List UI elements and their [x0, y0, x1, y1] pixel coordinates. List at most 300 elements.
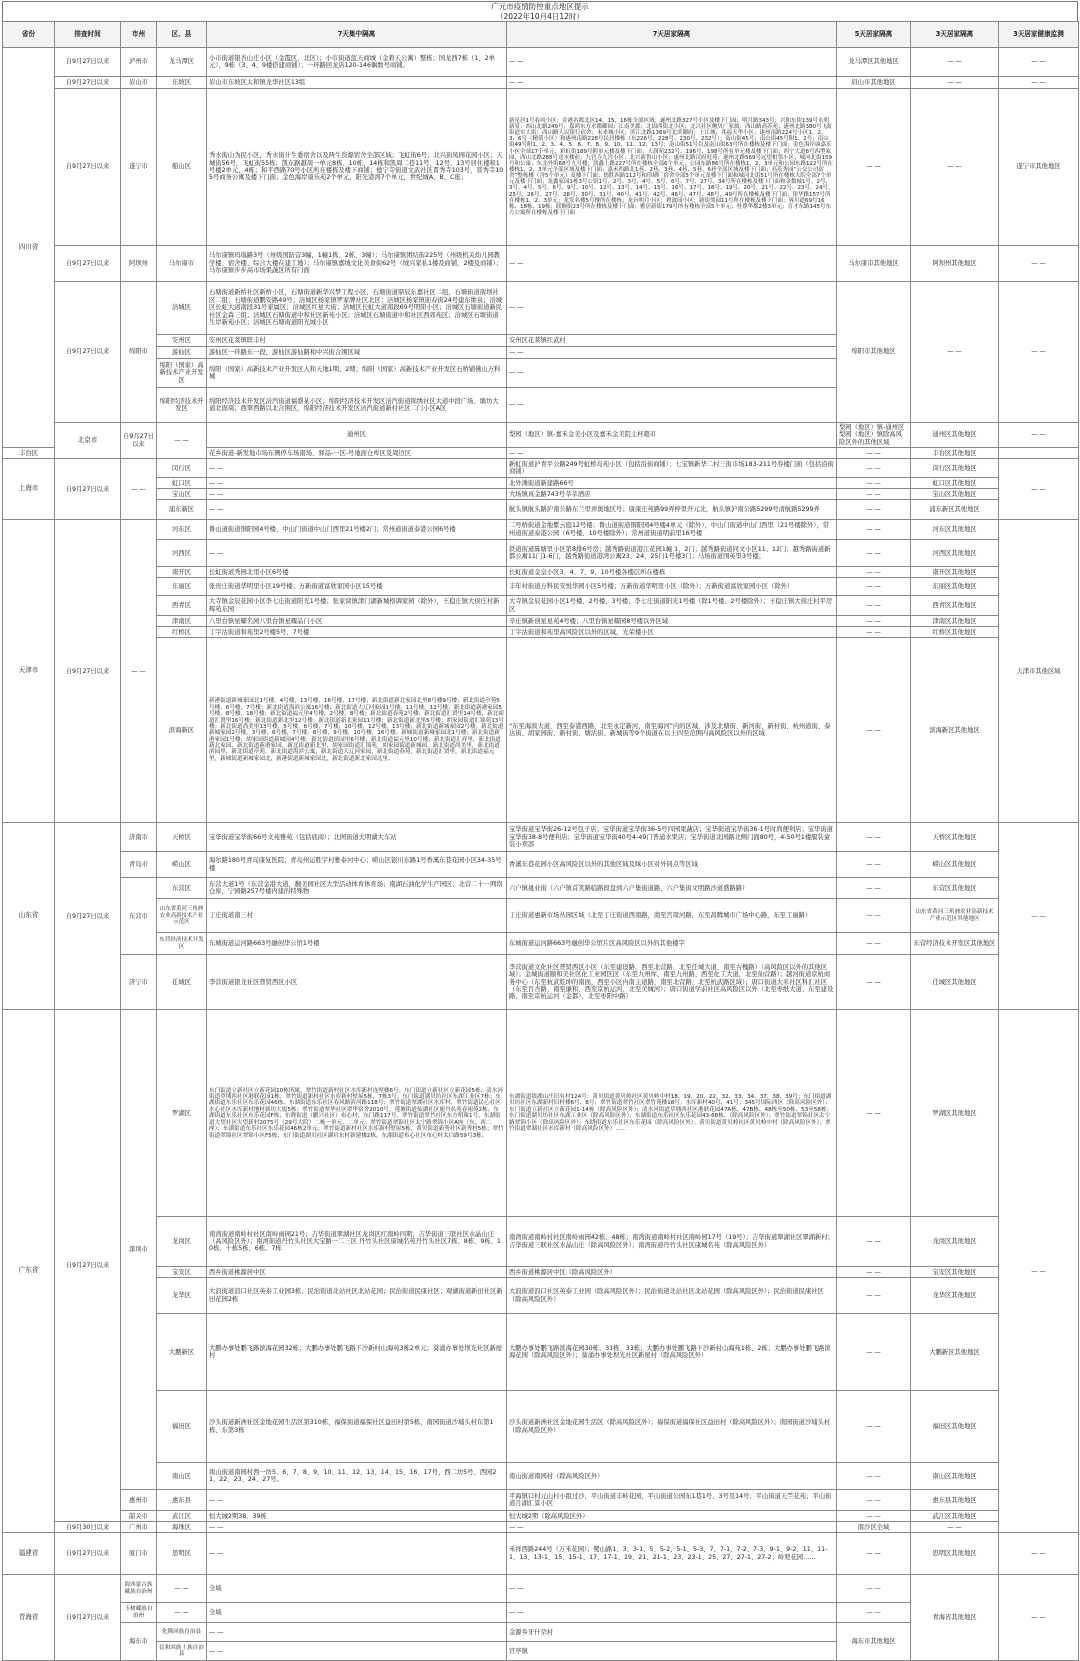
- central-cell: 新港街道新城家园北1号楼，4号楼，13号楼，16号楼，17号楼；新北街道新北家园北里8号楼9号楼；新北街道亭苑5号楼，6号楼，7号楼；新北街道海滨公寓16号楼；新北街道大辽河家园1号楼，11号楼，12号楼；新北街道新港家园5号楼，8号楼，18号楼；新北街道福元里4号楼，2号楼，8号楼；新北街道春苑2号楼；新北街道汇贤里14号楼，新北街道汇贤里16号楼；新北街道新北里12号楼；新北街道新北家园11号楼；新北街道新北里5号楼；胡家园街道汇锦苑13号楼；新北街道尚美里13号楼，5号楼，6号楼，7号楼，10号楼，12号楼，13号楼；新北街道新城家园2号楼；新北街道新城家园2号楼，3号楼，6号楼，7号楼，8号楼，9号楼，10号楼，16号楼；新城街道新城家园北1号楼；新北街道新港家园1号楼；胡家园街道新城园4号楼；新北街道滨园里6号楼；新北街道福元里10号楼；新北街道汇祥里，新北街道新北家园，新北街道新港家园，新北街道新北里，胡家园街道汇锦苑，胡家园街道新城园，新北街道尚美里，新北街道滨园里，新北街道亭苑，新北街道海滨公寓，新北街道大辽河家园，新北街道春苑，新北街道汇贤里，新北街道福元里，新城街道新城家园北，新港街道新城家园北，新北街道新北家园北里。: [207, 638, 507, 823]
- time-cell: 自9月27日以来: [55, 1533, 121, 1575]
- county-cell: 丰台区: [3, 448, 55, 459]
- home3-cell: — —: [911, 282, 999, 423]
- home5-cell: — —: [837, 540, 911, 567]
- header-5day-home: 5天居家隔离: [837, 22, 911, 48]
- central-cell: 全域: [207, 1575, 507, 1603]
- county-cell: 闵行区: [157, 459, 207, 478]
- county-cell: 宝安区: [157, 1267, 207, 1278]
- county-cell: 大鹏新区: [157, 1314, 207, 1391]
- monitor-cell: — —: [999, 48, 1079, 77]
- header-county: 区、县: [157, 22, 207, 48]
- monitor-cell: — —: [999, 282, 1079, 423]
- home3-cell: 宝安区其他地区: [911, 1267, 999, 1278]
- monitor-cell: — —: [999, 459, 1079, 520]
- home3-cell: — —: [911, 77, 999, 89]
- table-row: [3, 567, 1079, 578]
- table-row: [3, 478, 1079, 489]
- home7-cell: 丰年村街道万科民安悦华园小区5号楼；万新街道华明里小区（除外）；万新街道富欣家园小区（除外）: [507, 578, 837, 596]
- city-cell: 遂宁市: [121, 89, 157, 246]
- home5-cell: — —: [837, 1278, 911, 1314]
- table-row: [3, 77, 1079, 89]
- home7-cell: 新星居1号春风小区；金港名都北区14、15、16栋全部区域；遂州北路327号小区及楼下门面；明月路343号；兴和东街139号永明新景；西山北路249号；嘉鸿东方水都御园；江南美郡；北固西街北小区；北兴社区鲍贝厂家属；西山路高苏苑；遂州北路380号飞虹街道实大街；西山路人民银行宿舍；未来城小区；滨江北路1369号北滨御府；上江城；兆福天华小区；遂州南路224号小区1、2、3、6号（精倩小区）和遂州南路228号民居楼栋（东226号、228号、230号、232号）；南山街45号；南山街45号附1、2号；南山街49号附1、2、3、4、5、6、7、8、9、10、11、12、13号；南山街51号以及南山街63号所在楼栋及楼下门面；金色海岸康嘉乐小区全部17个单元；彩虹街189号附单元楼及楼下门面；天润苑232号、196号、198号所有单元楼及楼下门面；西宁大道8号西型家园；西山北路288号送水楼前；九宫寺九宫小区；北兴新鲁山小区；遂州北路汉府庭苑；遂州北路569号远望相邻小区；城河北街159号和公寓；东北外街68号九号楼；凯鑫上路227号所在楼栋全部6个单元；公园东路86号所在楼栋1、2、3单元和公园东路122号所在楼栋1、2、3单元全部区域及楼下门面；嘉禾西路北1巷、2巷、3巷、4巷、5巷、6巷全部区域及楼下门面；高乐秀园“公交公司宿舍”整栋楼（含5个单元）及楼下门面；德胜西路112号和印刷厂宿舍全部5个单元及楼下门面和城河北街51号所在楼栋大院全部7个单元及楼下门面；龙鑫家园1栋3号公馆1号、2号、3号、4号、5号、6号、7号、27号、34号所在楼栋及楼下门面和金数城1号、2号、3号、4号、5号、6号、9号、10号、12号、13号、14号、15号、16号、17号、18号、19号、20号、21号、22号、23号、24号、25号、26号、27号、28号、30号、31号、40号、41号、42号、46号、47号、48号、49号所在楼栋及楼下门面；银华路157号所在楼栋1、2、3单元；龙发名楼5号楼所在楼栋；龙台明月小区；碧波园小区；新街邻园11号所在楼栋及楼下门面；蓉川道69号16栋、18栋、19栋；联顺街23号所在楼栋及楼下门面；雅居新街179号所有楼栋全部5个单元；登尊华都2楼3单元；育才东路145号东方公寓所在楼栋及楼下门面: [507, 89, 837, 246]
- home5-cell: — —: [837, 1391, 911, 1463]
- home5-cell: 马尔康市其他地区: [837, 246, 911, 282]
- city-cell: 济宁市: [121, 955, 157, 1010]
- table-row: [3, 540, 1079, 567]
- home5-cell: — —: [837, 578, 911, 596]
- city-cell: 海西蒙古族藏族自治州: [121, 1575, 157, 1603]
- city-cell: — —: [121, 520, 157, 823]
- home5-cell: — —: [837, 596, 911, 616]
- central-cell: 宝华街道宝华街66号文苑雅苑（包括底商）；北园街道大明湖大车站: [207, 823, 507, 852]
- home5-cell: — —: [837, 878, 911, 899]
- home3-cell: 龙岗区其他地区: [911, 1217, 999, 1267]
- city-cell: 惠州市: [121, 1490, 157, 1511]
- home5-cell: — —: [837, 448, 911, 459]
- home5-cell: — —: [837, 1603, 911, 1623]
- home5-cell: — —: [837, 616, 911, 627]
- city-cell: 玉树藏族自治州: [121, 1603, 157, 1623]
- home7-cell: 香溪东巷花园小区高风险区以外的其他区域及咪小区对外同点等区域: [507, 852, 837, 878]
- home5-cell: — —: [837, 1533, 911, 1575]
- table-row: [3, 1522, 1079, 1533]
- home5-cell: — —: [837, 89, 911, 246]
- county-cell: 任城区: [157, 955, 207, 1010]
- home7-cell: 南湾街道南岭村社区南岭雨园42栋、48栋；南湾街道南岭村社区南岭园17号（19号）；吉华街道翠湖社区翠湖新村；吉华街道三联社区水晶山庄（除高风险区外）；南湾街道丹竹头社区康城名苑（除高风险区外）: [507, 1217, 837, 1267]
- home5-cell: — —: [837, 933, 911, 955]
- header-7day-home: 7天居家隔离: [507, 22, 837, 48]
- home7-cell: 恒大城2期（除高风险区外）: [507, 1511, 837, 1522]
- time-cell: 自9月27日以来: [55, 77, 121, 89]
- county-cell: 龙岗区: [157, 1217, 207, 1267]
- central-cell: 东城街道运河路663号融创华公馆1号楼: [207, 933, 507, 955]
- home3-cell: — —: [999, 423, 1079, 448]
- monitor-cell: — —: [999, 1533, 1079, 1575]
- home7-cell: 铁道街道陈塘里小区第8排6号房；越秀路街道港江花园1幢 1，2门；越秀路街道同文小区11、12门；越秀路街道新都公寓11门1-6门，越秀路街道港湾公寓23、24、25门1号楼3门；马场街道国英里3号楼；: [507, 540, 837, 567]
- home3-cell: 惠东县其他地区: [911, 1490, 999, 1511]
- central-cell: 大鹏办事处鹏飞路滨海花园32栋；大鹏办事处鹏飞路下沙新村山海苑3栋2单元；葵涌办事处坝光社区新屋村: [207, 1314, 507, 1391]
- home5-cell: — —: [837, 567, 911, 578]
- county-cell: 武江区: [157, 1511, 207, 1522]
- table-row: [3, 1575, 1079, 1603]
- home5-cell: — —: [837, 1463, 911, 1490]
- table-row: [3, 955, 1079, 1010]
- county-cell: 东坡区: [157, 77, 207, 89]
- home3-cell: 青海省其他地区: [911, 1575, 999, 1661]
- county-cell: 龙马潭区: [157, 48, 207, 77]
- table-row: [3, 616, 1079, 627]
- province-cell: 四川省: [3, 48, 55, 448]
- home7-cell: — —: [507, 282, 837, 335]
- home5-cell: 海东市其他地区: [837, 1623, 911, 1661]
- home5-cell: — —: [837, 1217, 911, 1267]
- header-time: 排查时间: [55, 22, 121, 48]
- monitor-cell: — —: [999, 823, 1079, 1010]
- county-cell: — —: [157, 1603, 207, 1623]
- home3-cell: 山东省黄河三角洲农业高新技术产业示范区其他地区: [911, 899, 999, 933]
- central-cell: 丁字沽街道和苑里2号楼5号、7号楼: [207, 627, 507, 638]
- province-cell: 上海市: [3, 459, 55, 520]
- home3-cell: 河西区其他地区: [911, 540, 999, 567]
- home7-cell: 大寺镇金辰花园小区1号楼、2号楼、3号楼；李七庄街道阳光1号楼（除1号楼、2号楼除外）；王稳庄镇大侯庄村平房区: [507, 596, 837, 616]
- home5-cell: — —: [837, 500, 911, 520]
- county-cell: 马尔康市: [157, 246, 207, 282]
- home3-cell: 虹口区其他地区: [911, 478, 999, 489]
- county-cell: 东丽区: [157, 578, 207, 596]
- county-cell: 滨海新区: [157, 638, 207, 823]
- province-cell: 福建省: [3, 1533, 55, 1575]
- home3-cell: 津南区其他地区: [911, 616, 999, 627]
- home3-cell: 南山区其他地区: [911, 1463, 999, 1490]
- header-7day-central: 7天集中隔离: [207, 22, 507, 48]
- home3-cell: 阿坝州其他地区: [911, 246, 999, 282]
- central-cell: — —: [207, 540, 507, 567]
- county-cell: 山东省黄河三角洲农业高新技术产业示范区: [157, 899, 207, 933]
- home3-cell: — —: [911, 89, 999, 246]
- central-cell: 全域: [207, 1603, 507, 1623]
- time-cell: 自9月27日以来: [55, 282, 121, 423]
- home3-cell: 福田区其他地区: [911, 1391, 999, 1463]
- table-row: [3, 1314, 1079, 1391]
- county-cell: 天桥区: [157, 823, 207, 852]
- central-cell: 张贵庄街道华明里小区19号楼；万新街道富欣家园小区15号楼: [207, 578, 507, 596]
- table-row: [3, 489, 1079, 500]
- table-row: [3, 1391, 1079, 1463]
- home7-cell: — —: [507, 246, 837, 282]
- home5-cell: 绵阳市其他地区: [837, 282, 911, 423]
- document-title: 广元市疫情防控重点地区提示 （2022年10月4日12时）: [2, 1, 1078, 21]
- county-cell: — —: [157, 1575, 207, 1603]
- home5-cell: — —: [837, 1575, 911, 1603]
- city-cell: 广州市: [121, 1522, 157, 1533]
- time-cell: 自9月27日以来: [55, 459, 121, 520]
- county-cell: 津南区: [157, 616, 207, 627]
- home3-cell: 红桥区其他地区: [911, 627, 999, 638]
- time-cell: 自9月27日以来: [55, 89, 121, 246]
- county-cell: 南山区: [157, 1463, 207, 1490]
- central-cell: 鲁山道街道铜阳园4号楼，中山门街道中山门西里21号楼2门；常州道街道泰港公园6号楼: [207, 520, 507, 540]
- county-cell: 罗湖区: [157, 1010, 207, 1217]
- central-cell: 绵阳（国家）高新技术产业开发区人和天地1期、2期；绵阳（国家）高新技术产业开发区石桥铺佛山万科城: [207, 359, 507, 388]
- table-row: [3, 1267, 1079, 1278]
- city-cell: 深圳市: [121, 1010, 157, 1490]
- home7-cell: 长虹街道金皇小区3、4、7、9、10号楼各楼层所在楼栋: [507, 567, 837, 578]
- home5-cell: — —: [837, 852, 911, 878]
- county-cell: 浦东新区: [157, 500, 207, 520]
- time-cell: 自9月27日以来: [55, 48, 121, 77]
- home5-cell: — —: [837, 520, 911, 540]
- home7-cell: 新虹街道沪青平公路249号虹桥岛苑小区（包括沿街商铺）；七宝镇新华二村三街市场183-211号券楼门面（包括沿街商铺）: [507, 459, 837, 478]
- central-cell: 秀水街山为民小区，秀水街计生委宿舍以及两生资源宿舍全部区域；飞虹街6号；北兴街凤园花园小区；天城街56号，飞虹街55栋；凯东路越周一单元8栋、10栋、14栋和凯周二巷11号、12号、13号居住楼和1号楼2单元、4栋；和平西路70号小区所在楼栋及楼下商铺；德宁寺街道文武社区晋秀寺103号，晋秀寺105号商务公寓及楼下门面；金色海岸康乐苑2个单元，阳光港湾7个单元，世纪城A、B、C座；: [207, 89, 507, 246]
- table-row: [3, 596, 1079, 616]
- central-cell: — —: [207, 1522, 507, 1533]
- time-cell: 自9月27日以来: [55, 246, 121, 282]
- central-cell: 长虹街道秀园北里小区6号楼: [207, 567, 507, 578]
- time-cell: 自9月27日以来: [55, 1575, 121, 1661]
- home3-cell: 思明区其他地区: [911, 1533, 999, 1575]
- city-cell: — —: [121, 459, 157, 520]
- header-row: [3, 22, 1079, 48]
- home7-cell: 官亭镇: [507, 1642, 837, 1661]
- city-cell: 青岛市: [121, 852, 157, 878]
- central-cell: 李营街道银龙社区普贤西区小区: [207, 955, 507, 1010]
- time-cell: 自9月27日以来: [55, 1010, 121, 1522]
- home7-cell: — —: [507, 1603, 837, 1623]
- county-cell: 通州区: [207, 423, 507, 448]
- monitor-cell: — —: [999, 1010, 1079, 1533]
- city-cell: 阿坝州: [121, 246, 157, 282]
- province-cell: 青海省: [3, 1575, 55, 1661]
- home7-cell: 东湖街道银湖山庄旧有村124号；黄贝街道黄贝岭社区黄贝岭中村18、19、20、22、32、33、34、37、38、39号；东门街道湖贝坊社区东湖新村旧村楼6号、8号；翠竹街道翠竹社区翠竹苑楼18号；水库新村40号、41号；345号国际西区（除高风险区外）；东门街道立新社区立新花园1-14栋（除高风险区外）；清水河街道草埔西社区港联花园47A栋、47B栋、48栋至50栋、53至58栋；东门街道湖贝坊社区东湖工业区（除高风险区外）；东湖街道东乐社区东乐花园43-68栋、（除高风险区外）；翠竹街道翠锦社区太宁路翠锦小区（除高风险区外）；东晓街道东乐社区东乐花园（除高风险区外）；黄贝街道黄贝岭社区黄贝岭中村（除高风险区外）；翠竹街道翠湖社区水库新村（除高风险区外）……: [507, 1010, 837, 1217]
- home7-cell: — —: [507, 1575, 837, 1603]
- home3-cell: 丰台区其他地区: [911, 448, 999, 459]
- table-row: [3, 638, 1079, 823]
- table-row: [3, 282, 1079, 335]
- monitor-cell: — —: [999, 77, 1079, 89]
- table-row: [3, 1533, 1079, 1575]
- home7-cell: 航头镇航头路沪南公路东兰里弄奥地区号；康康庄苑路99弄梓里开元北，航头镇沪南公路5299号清航路5299弄: [507, 500, 837, 520]
- central-cell: 丁庄街道南三村: [207, 899, 507, 933]
- table-row: [3, 899, 1079, 933]
- central-cell: — —: [207, 459, 507, 478]
- central-cell: 安州区花荄镇联丰村: [207, 335, 507, 347]
- home7-cell: 李营街道文化社区普贤西区小区（东至建设路，西至北营路、北至任城大道、南至古槐路）（高风险区以外的其他区域）；金城街道颐和美社区化工业园区区（东至九州库、南至九州路、西至化工大道，北至仙营路）；越河街道京杭商务中心（东至杭武乾坤的南面，西至小区内南主道路，南至北营路、北至杭武路区域）；唐口街道大米社区科汇社区（东至百杏路、南至谦和、西至京杭运河、北至美城河）；唐口街道学前社区高风险区以外（北至枣纸大道、东至建设路、南至京杭运河（金都）、北至枣阳中路）: [507, 955, 837, 1010]
- central-cell: 东营大道1号（东营金港大道，翻美园社区大型活动体育体育场；南湖石油化学生产园区；北营二十一网络仓库，宁园路257号楼内建的特殊物: [207, 878, 507, 899]
- city-cell: — —: [157, 423, 207, 459]
- home5-cell: — —: [837, 899, 911, 933]
- central-cell: 梨园（地区）镇-嘉禾金美小区及嘉禾金美院主杯超市: [507, 423, 837, 448]
- county-cell: 东营经济技术开发区: [157, 933, 207, 955]
- home7-cell: 金源乡牙什尕村: [507, 1623, 837, 1642]
- home3-cell: 滨海新区其他地区: [911, 638, 999, 823]
- city-cell: 厦门市: [121, 1533, 157, 1575]
- home5-cell: 龙马潭区其他地区: [837, 48, 911, 77]
- home3-cell: 浦东新区其他地区: [911, 500, 999, 520]
- table-row: [3, 1490, 1079, 1511]
- city-cell: 泸州市: [121, 48, 157, 77]
- time-cell: 自9月30日以来: [55, 1522, 121, 1533]
- table-row: [3, 578, 1079, 596]
- county-cell: 涪城区: [157, 282, 207, 335]
- home3-cell: — —: [911, 48, 999, 77]
- county-cell: 绵阳（国家）高新技术产业开发区: [157, 359, 207, 388]
- home7-cell: 东城街道运河路663号融创华公馆片区高风险区以外的其他楼字: [507, 933, 837, 955]
- table-row: [3, 520, 1079, 540]
- home5-cell: — —: [837, 1314, 911, 1391]
- home7-cell: 梨园（地区）镇-通州区梨园（地区）镇除高风险区外的其他区域: [837, 423, 911, 448]
- home7-cell: 丁字沽街道和苑里高风险区以外的区域，光荣楼小区: [507, 627, 837, 638]
- home7-cell: “东至海滨大道，西至泰港西路，北至永定新河，南至海河”内的区域，涉及北塘街、新河街、新村街、杭州道街、泰达街、胡家园街、新村街、塘沽街、新城街等9个街道在以上四至范围内高风险区以外的区域: [507, 638, 837, 823]
- central-cell: 八里台镇星耀名园八里台镇星耀品门小区: [207, 616, 507, 627]
- central-cell: — —: [207, 1533, 507, 1575]
- table-row: [3, 1511, 1079, 1522]
- county-cell: 红桥区: [157, 627, 207, 638]
- home7-cell: 大鹏办事处鹏飞路滨海花园30栋、31栋、33栋；大鹏办事处鹏飞路下沙新村山海苑1栋、2栋；大鹏办事处鹏飞路滨海花园（除高风险区外）；葵涌办事处坝光社区新屋村（除高风险区外）: [507, 1314, 837, 1391]
- central-cell: 东门街道立新社区立新花园10栋所属，翠竹街道新村社区水库新村连壁楼6号；东门街道立新社区立新花园5栋；清水河街道草埔西社区港联花园1栋；翠竹街道新村社区水库新村壁屋5栋，7栋3号；东门街道湖贝坊社区东湖工业区7栋；东湖街道东乐社区东乐花园46栋、东湖街道东乐社区春风路滨河路118号；翠竹街道翠湖社区水库村、翠竹街道民心社区水心社区水库新村地村新坊大厦5栋；翠竹街道翠华社区翠华宿舍2010号，莲塘街道仙湖社区鹿丹名苑春雨苑2栋；东湖街道东乐社区东乐花园F栋；东晓街道（鹏兴社区）布心村，东门路117号，翠竹街道翠竹社区东方明珠1号，东湖街道大望社区大望新村2075号（29号大院）二栋一单元、二单元；翠竹街道翠锦社区太宁路翠锦小区A座（东、西二座）；东湖街道东乐社区东乐花园46栋2单元；翠竹街道新村社区水库新村壁屋5栋，黄贝街道新秀社区新秀村5栋；翠竹街道翠锦社区翠锦小区F5栋；东门街道湖贝社区湖贝东村新建楼2栋，东湖街道布心社区布心村太白路59号3栋。: [207, 1010, 507, 1217]
- home7-cell: — —: [507, 48, 837, 77]
- home5-cell: 通州区其他地区: [911, 423, 999, 448]
- home5-cell: — —: [837, 459, 911, 478]
- central-cell: — —: [207, 1642, 507, 1661]
- home3-cell: 崂山区其他地区: [911, 852, 999, 878]
- home5-cell: — —: [837, 955, 911, 1010]
- table-row: [3, 500, 1079, 520]
- home7-cell: 西乡街道桃源居中区（除高风险区外）: [507, 1267, 837, 1278]
- county-cell: 游仙区: [157, 347, 207, 359]
- county-cell: 河西区: [157, 540, 207, 567]
- central-cell: 大浪街道浪口社区英泰工业园3栋；民治街道北站社区北站花园；民治街道民康社区；观湖街道新田社区新田花园2栋: [207, 1278, 507, 1314]
- table-row: [3, 246, 1079, 282]
- table-row: [3, 1010, 1079, 1217]
- home5-cell: — —: [837, 478, 911, 489]
- monitor-cell: — —: [999, 246, 1079, 282]
- central-cell: 海尔路180号青岛康复医院；青岛州运胜宇村雅泰河中心；崂山区银川东路1号香溪东巷花园小区34-35号楼: [207, 852, 507, 878]
- county-cell: 船山区: [157, 89, 207, 246]
- home7-cell: — —: [507, 77, 837, 89]
- header-province: 省份: [3, 22, 55, 48]
- central-cell: — —: [207, 500, 507, 520]
- home7-cell: — —: [507, 347, 837, 359]
- table-row: [3, 1278, 1079, 1314]
- header-city: 市州: [121, 22, 157, 48]
- county-cell: 龙华区: [157, 1278, 207, 1314]
- time-cell: 自9月27日以来: [55, 520, 121, 823]
- home3-cell: 东丽区其他地区: [911, 578, 999, 596]
- central-cell: 西乡街道桃源居中区: [207, 1267, 507, 1278]
- monitor-cell: — —: [999, 1575, 1079, 1661]
- home5-cell: 眉山市其他地区: [837, 77, 911, 89]
- central-cell: 小市街道银杏山庄小区（金霞区、北区）；小市街道蓝天商城（金碧天公寓）整栋；国龙西7栋（1、2单元），9栋（3、4、9楼搭建商铺）；一环路回龙店120-146偶数号商铺。: [207, 48, 507, 77]
- table-row: [3, 1463, 1079, 1490]
- central-cell: 大寺镇金辰花园小区李七庄街道阳光1号楼；张家窝镇津门湖新城格调家园（除外），王稳庄镇大侯庄村新辉苑东园: [207, 596, 507, 616]
- county-cell: 崂山区: [157, 852, 207, 878]
- central-cell: 恒大城2期38、39栋: [207, 1511, 507, 1522]
- home7-cell: 大场镇真金路743号莘莘酒店: [507, 489, 837, 500]
- home7-cell: 沙头街道新洲社区金地花园生活区（除高风险区外）；福保街道福保社区益田村（除高风险区外）；南园街道沙埔头村（除高风险区外）: [507, 1391, 837, 1463]
- county-cell: 虹口区: [157, 478, 207, 489]
- home7-cell: — —: [507, 1522, 837, 1533]
- header-3day-health: 3天居家健康监测: [999, 22, 1079, 48]
- central-cell: — —: [207, 1490, 507, 1511]
- central-cell: 沙头街道新洲社区金地花园生活区第310栋，福保街道福保社区益田村第5栋，南园街道沙埔头村东第1栋、东第3栋: [207, 1391, 507, 1463]
- home3-cell: 罗湖区其他地区: [911, 1010, 999, 1217]
- table-row: [3, 627, 1079, 638]
- home7-cell: 丁庄街道惠新市场丛园区域（北至丁庄街道西南路，南至宫周河路，东至昌腾城市广场中心路，东至工丽路）: [507, 899, 837, 933]
- city-cell: 绵阳市: [121, 282, 157, 423]
- home7-cell: — —: [507, 388, 837, 423]
- table-row: [3, 1217, 1079, 1267]
- home5-cell: — —: [837, 638, 911, 823]
- header-3day-home: 3天居家隔离: [911, 22, 999, 48]
- county-cell: 南开区: [157, 567, 207, 578]
- risk-area-table: [2, 21, 1079, 1661]
- central-cell: 南湾街道南岭村社区南岭雨园21号；吉华街道翠湖社区龙岗区红南岭四期；吉华街道三联社区水晶山庄（高风险区外）；南湾街道丹竹头社区大宝路一二三区 丹竹头社区康城名苑丹竹头社区7栋、8栋、9栋、10栋、十栋5栋、6栋、7栋: [207, 1217, 507, 1267]
- city-cell: 济南市: [121, 823, 157, 852]
- central-cell: 马尔康镇玛瑙路3号（州级国防营3幢，1幢1栋、2栋、3幢）；马尔康镇团结街225号（州级机关幼儿园教学楼、宿舍楼、综合大楼在建工地）；马尔康镇嘉绒文化美食街62号（绒兴家私1楼及商铺，2楼及商铺）；马尔康镇步步高市场果蔬区所有门面: [207, 246, 507, 282]
- home7-cell: 宝华街道宝华街26-12号包子店；宝华街道宝华街36-5号四园果蔬店；宝华街道宝华街36-1号时尚便利店；宝华街道宝华街38-8号便利店；宝华街道宝华街40号4-49门普通水果店；宝华街道北园路北侧门面80号，4-50号1楼服装童装小卖部: [507, 823, 837, 852]
- table-row: [3, 48, 1079, 77]
- county-cell: 民和回族土族自治县: [157, 1642, 207, 1661]
- home5-cell: 南沙区全域: [837, 1522, 911, 1533]
- city-cell: 韶关市: [121, 1511, 157, 1522]
- city-cell: 眉山市: [121, 77, 157, 89]
- central-cell: — —: [207, 1623, 507, 1642]
- central-cell: 花乡街道-新发地市场东侧停车场南场、驿品-一区-号地面仓库区及周边区: [207, 448, 507, 459]
- home3-cell: 河东区其他地区: [911, 520, 999, 540]
- home5-cell: — —: [837, 1511, 911, 1522]
- county-cell: 化隆回族自治县: [157, 1623, 207, 1642]
- monitor-cell: 遂宁市其他地区: [999, 89, 1079, 246]
- home5-cell: — —: [837, 489, 911, 500]
- county-cell: 宝山区: [157, 489, 207, 500]
- home3-cell: — —: [911, 1522, 999, 1533]
- home3-cell: 闵行区其他地区: [911, 459, 999, 478]
- county-cell: 西青区: [157, 596, 207, 616]
- county-cell: 海珠区: [157, 1522, 207, 1533]
- table-row: [3, 878, 1079, 899]
- home7-cell: 平海镇口村元山村小组过沙，平山街道丰岭花园，平山街道公园东1巷1号、3号及14号；平山街道天竺花苑；平山街道月湖汇景小区: [507, 1490, 837, 1511]
- home7-cell: 安州区花荄镇红武村: [507, 335, 837, 347]
- county-cell: 惠东县: [157, 1490, 207, 1511]
- home3-cell: 大鹏新区其他地区: [911, 1314, 999, 1391]
- home3-cell: 南开区其他地区: [911, 567, 999, 578]
- home3-cell: 任城区其他地区: [911, 955, 999, 1010]
- home7-cell: 南山街道南园村（除高风险区外）: [507, 1463, 837, 1490]
- home7-cell: 二号桥街道金地紫云庭12号楼；鲁山道街道铜阳园4号楼4单元（除外），中山门街道中山门西里（21号楼除外），常州道街道泰港公园（6号楼、10号楼除外）；常州道街道明前里16号楼: [507, 520, 837, 540]
- province-cell: 北京市: [55, 423, 121, 459]
- home7-cell: 大浪街道浪口社区英泰工业园（除高风险区外）；民治街道北站社区北站花园（除高风险区外）；民治街道民康社区（除高风险区外）: [507, 1278, 837, 1314]
- home3-cell: 天桥区其他地区: [911, 823, 999, 852]
- home5-cell: — —: [837, 1010, 911, 1217]
- table-row: [3, 459, 1079, 478]
- home7-cell: — —: [507, 359, 837, 388]
- monitor-cell: 天津市其他区域: [999, 520, 1079, 823]
- document-wrapper: [2, 1, 1078, 1658]
- province-cell: 天津市: [3, 520, 55, 823]
- central-cell: 游仙区一环路东一段，游仙区游仙路和中兴街合围区域: [207, 347, 507, 359]
- home5-cell: — —: [837, 627, 911, 638]
- home3-cell: 东营经济技术开发区其他地区: [911, 933, 999, 955]
- time-cell: 自9月27日以来: [121, 423, 157, 459]
- central-cell: 绵阳经济技术开发区涪汽街道福盛某小区；绵阳经济技术开发区涪汽街道锦绣社区大道中段广场、塘坊大道北面周；西翠西路以北合围区，绵阳经济技术开发区涪汽街道新村社区二门小区A区: [207, 388, 507, 423]
- province-cell: 山东省: [3, 823, 55, 1010]
- home7-cell: 六户镇晟业街（六户镇首笑路临路段盘到六户集街道路、六户集街文明路沙道盛路路）: [507, 878, 837, 899]
- home3-cell: 武江区其他地区: [911, 1511, 999, 1522]
- home3-cell: 西青区其他地区: [911, 596, 999, 616]
- central-cell: 眉山市东坡区太和镇龙华社区13组: [207, 77, 507, 89]
- table-row: [3, 933, 1079, 955]
- county-cell: 河东区: [157, 520, 207, 540]
- table-row: [3, 423, 1079, 448]
- county-cell: 安州区: [157, 335, 207, 347]
- home7-cell: — —: [507, 448, 837, 459]
- home5-cell: — —: [837, 1490, 911, 1511]
- city-cell: 海东市: [121, 1623, 157, 1661]
- county-cell: 绵阳经济技术开发区: [157, 388, 207, 423]
- county-cell: 东营区: [157, 878, 207, 899]
- county-cell: 思明区: [157, 1533, 207, 1575]
- central-cell: — —: [207, 489, 507, 500]
- home3-cell: 龙华区其他地区: [911, 1278, 999, 1314]
- table-row: [3, 852, 1079, 878]
- table-row: [3, 823, 1079, 852]
- time-cell: 自9月27日以来: [55, 823, 121, 1010]
- province-cell: 广东省: [3, 1010, 55, 1533]
- home7-cell: 北外滩街道新建路66号: [507, 478, 837, 489]
- central-cell: 石塘街道新桥社区新桥小区，石塘街道新华兴梦工程小区，石塘街道鼎辰东嘉社区二组，石塘街道南坝社区二组；石塘街道鹏安路49号；涪城区杨家镇罗家牌社区北区；涪城区杨家镇迎春街24号建东维泉；涪城区长虹大道南段31号家属区；涪城区红星大街；涪城区长虹大道南段69号明阳小区；涪城区石塘街道新民社区金森三组；涪城区石塘街道中和社区新苑小区；涪城区石塘街道中和社区西郊苑区；涪城区石塘街道生岸新苑小区；涪城区石塘街道阳光城小区: [207, 282, 507, 335]
- home5-cell: — —: [837, 1267, 911, 1278]
- central-cell: — —: [207, 478, 507, 489]
